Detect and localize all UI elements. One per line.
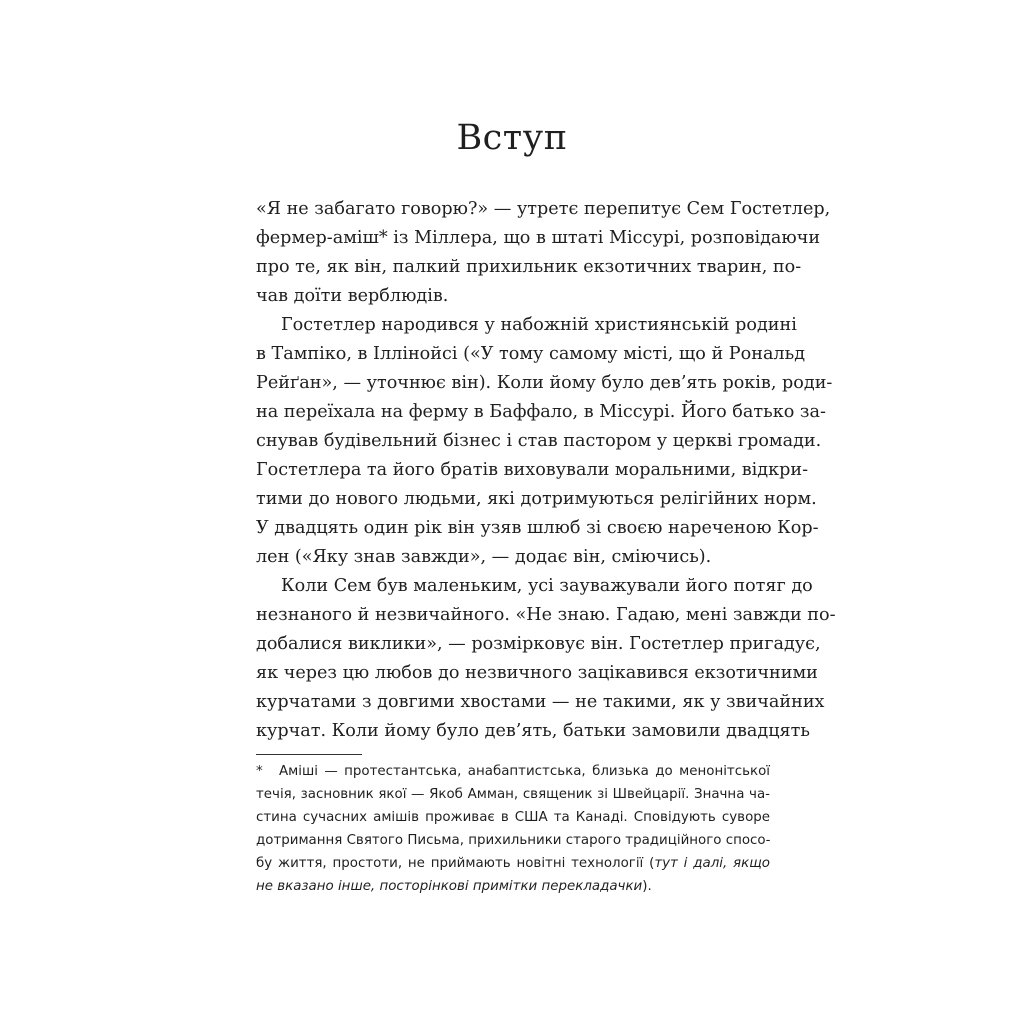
body-line: Гостетлер народився у набожній християнській родині [281,315,797,335]
footnote-line [256,875,770,898]
body-line: Коли Сем був маленьким, усі зауважували його потяг до [281,576,813,596]
body-line: в Тампіко, в Іллінойсі («У тому самому місті, що й Рональд [256,344,806,364]
footnote-marker: * [256,764,263,779]
body-line: як через цю любов до незвичного зацікавився екзотичними [256,663,818,683]
body-line: про те, як він, палкий прихильник екзотичних тварин, по- [256,257,802,277]
body-line: добалися виклики», — розмірковує він. Гостетлер пригадує, [256,634,821,654]
body-line: курчат. Коли йому було дев’ять, батьки замовили двадцять [256,721,810,741]
body-line: Рейґан», — уточнює він). Коли йому було дев’ять років, роди- [256,373,833,393]
body-line: незнаного й незвичайного. «Не знаю. Гадаю, мені завжди по- [256,605,836,625]
footnote-text: ). [642,879,652,894]
body-line: У двадцять один рік він узяв шлюб зі своєю нареченою Кор- [256,518,819,538]
body-line: фермер-аміш* із Міллера, що в штаті Міссурі, розповідаючи [256,228,821,248]
body-line: курчатами з довгими хвостами — не такими, як у звичайних [256,692,825,712]
footnote-text: Аміші — протестантська, анабаптистська, близька до менонітської [279,764,770,779]
chapter-title: Вступ [456,118,568,158]
body-line: Гостетлера та його братів виховували моральними, відкри- [256,460,809,480]
body-line: снував будівельний бізнес і став пастором у церкві громади. [256,431,822,451]
footnote-line [256,852,770,875]
footnote-line: дотримання Святого Письма, прихильники старого традиційного спосо- [256,833,771,848]
footnote-line: стина сучасних амішів проживає в США та Канаді. Сповідують суворе [256,810,770,825]
footnote-line [256,760,770,783]
footnote-italic-note: не вказано інше, посторінкові примітки перекладачки [256,879,643,894]
body-line: лен («Яку знав завжди», — додає він, сміючись). [256,547,712,567]
footnote-italic-note: тут і далі, якщо [654,856,770,871]
footnote-line: течія, засновник якої — Якоб Амман, священик зі Швейцарії. Значна ча- [256,787,770,802]
body-line: чав доїти верблюдів. [256,286,449,306]
body-line: тими до нового людьми, які дотримуються релігійних норм. [256,489,817,509]
body-line: «Я не забагато говорю?» — утретє перепитує Сем Гостетлер, [256,199,831,219]
body-line: на переїхала на ферму в Баффало, в Міссурі. Його батько за- [256,402,826,422]
footnote-text: бу життя, простоти, не приймають новітні технології ( [256,856,655,871]
footnote-rule [256,754,362,755]
